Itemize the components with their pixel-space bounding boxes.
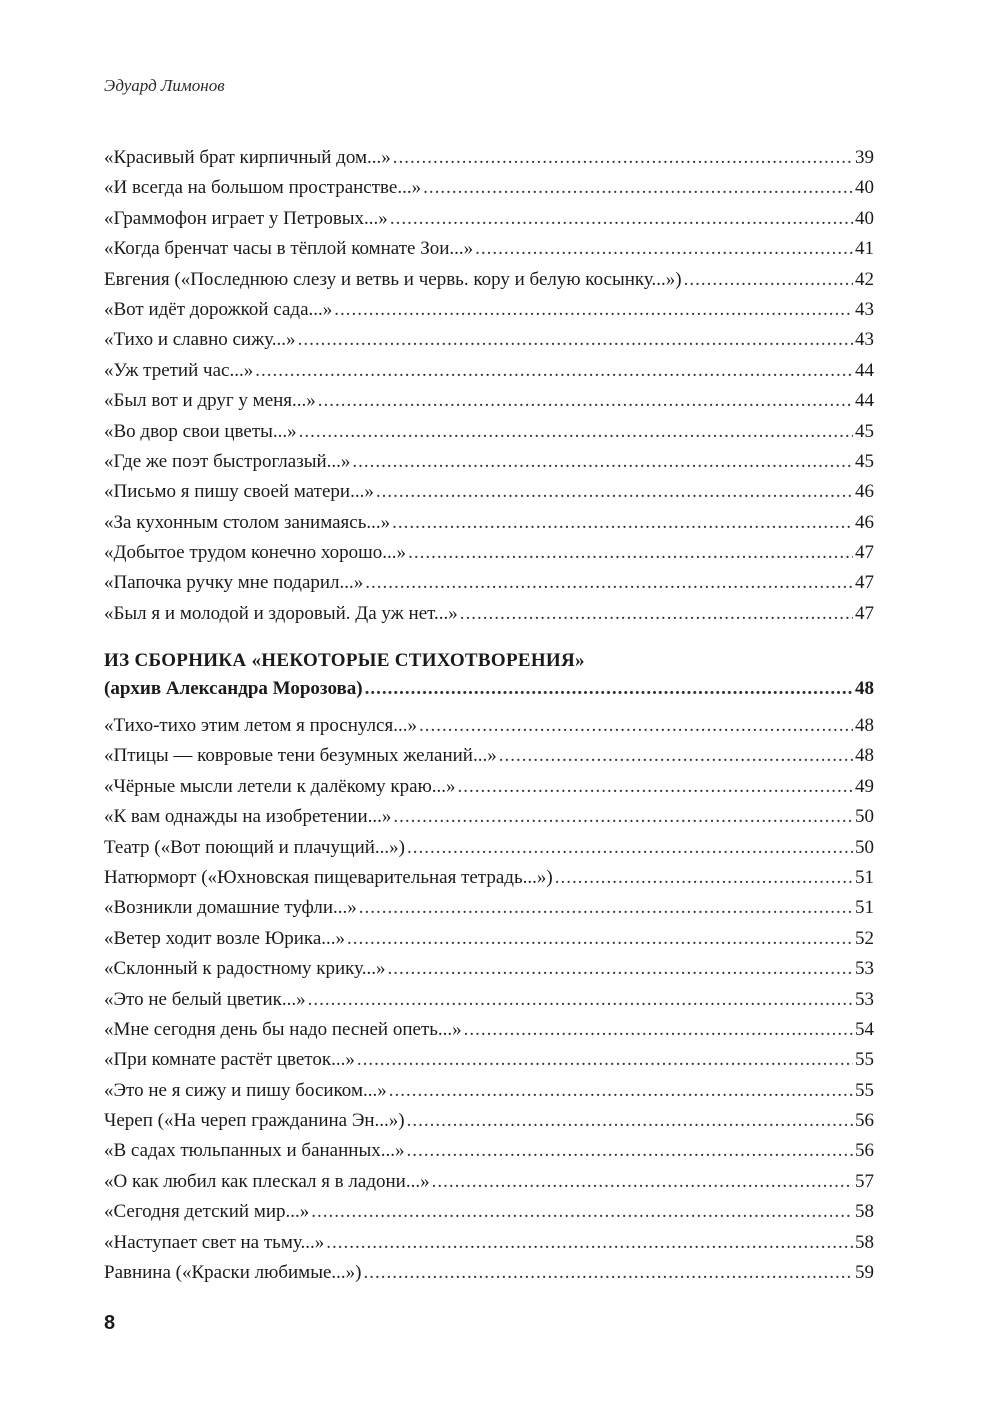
toc-entry-title: Театр («Вот поющий и плачущий...») (104, 836, 405, 858)
toc-entry-page: 47 (855, 602, 874, 624)
toc-entry-title: «О как любил как плескал я в ладони...» (104, 1170, 430, 1192)
toc-entry[interactable] (104, 1228, 874, 1258)
dot-leader (390, 204, 853, 234)
dot-leader (460, 599, 853, 629)
toc-entry-page: 46 (855, 481, 874, 503)
toc-entry[interactable] (104, 1136, 874, 1166)
dot-leader (407, 833, 853, 863)
toc-entry[interactable] (104, 802, 874, 832)
toc-entry-title: Натюрморт («Юхновская пищеварительная тетрадь...») (104, 866, 553, 888)
toc-entry-title: «Это не я сижу и пишу босиком...» (104, 1079, 387, 1101)
toc-entry[interactable] (104, 1045, 874, 1075)
section-heading-page: 48 (855, 678, 874, 699)
toc-entry[interactable] (104, 924, 874, 954)
section-heading-subtitle: (архив Александра Морозова) (104, 678, 363, 699)
toc-entry-page: 47 (855, 572, 874, 594)
toc-entry[interactable] (104, 447, 874, 477)
toc-entry-page: 46 (855, 511, 874, 533)
dot-leader (365, 675, 853, 703)
toc-entry-page: 44 (855, 359, 874, 381)
toc-entry[interactable] (104, 538, 874, 568)
dot-leader (423, 173, 853, 203)
toc-entry[interactable] (104, 356, 874, 386)
toc-entry[interactable] (104, 295, 874, 325)
dot-leader (311, 1197, 853, 1227)
toc-entry-title: «И всегда на большом пространстве...» (104, 177, 422, 199)
toc-entry-title: «За кухонным столом занимаясь...» (104, 511, 391, 533)
toc-entry-page: 45 (855, 450, 874, 472)
toc-entry-title: «Ветер ходит возле Юрика...» (104, 927, 346, 949)
dot-leader (392, 508, 853, 538)
toc-entry[interactable] (104, 568, 874, 598)
dot-leader (359, 893, 853, 923)
toc-entry[interactable] (104, 204, 874, 234)
toc-entry-title: «Вот идёт дорожкой сада...» (104, 298, 333, 320)
toc-entry[interactable] (104, 711, 874, 741)
toc-list-second (104, 711, 874, 1288)
toc-entry-title: «Наступает свет на тьму...» (104, 1231, 325, 1253)
dot-leader (393, 143, 853, 173)
toc-entry-title: «Уж третий час...» (104, 359, 254, 381)
dot-leader (464, 1015, 853, 1045)
toc-entry[interactable] (104, 893, 874, 923)
toc-entry[interactable] (104, 954, 874, 984)
dot-leader (376, 477, 853, 507)
toc-entry-page: 51 (855, 866, 874, 888)
toc-entry[interactable] (104, 143, 874, 173)
running-head-author: Эдуард Лимонов (104, 76, 225, 95)
toc-entry[interactable] (104, 741, 874, 771)
toc-entry-page: 55 (855, 1049, 874, 1071)
toc-entry[interactable] (104, 863, 874, 893)
toc-entry-title: «Чёрные мысли летели к далёкому краю...» (104, 775, 456, 797)
toc-entry[interactable] (104, 477, 874, 507)
toc-entry-title: «Мне сегодня день бы надо песней опеть...» (104, 1018, 462, 1040)
toc-list-first (104, 143, 874, 629)
toc-entry[interactable] (104, 386, 874, 416)
toc-entry-page: 48 (855, 715, 874, 736)
toc-entry[interactable] (104, 265, 874, 295)
toc-entry-title: «Граммофон играет у Петровых...» (104, 207, 388, 229)
toc-entry-page: 47 (855, 542, 874, 564)
toc-entry-page: 54 (855, 1018, 874, 1040)
dot-leader (357, 1045, 853, 1075)
toc-entry[interactable] (104, 508, 874, 538)
toc-entry[interactable] (104, 985, 874, 1015)
dot-leader (407, 1106, 853, 1136)
toc-entry-page: 43 (855, 329, 874, 351)
toc-entry-title: «Во двор свои цветы...» (104, 420, 297, 442)
toc-entry-page: 52 (855, 927, 874, 949)
dot-leader (419, 711, 853, 741)
toc-entry[interactable] (104, 599, 874, 629)
toc-entry[interactable] (104, 1015, 874, 1045)
dot-leader (408, 538, 853, 568)
toc-entry-title: Череп («На череп гражданина Эн...») (104, 1110, 405, 1132)
dot-leader (363, 1258, 853, 1288)
section-heading (104, 647, 874, 703)
toc-entry-page: 59 (855, 1262, 874, 1284)
toc-entry-title: «Тихо и славно сижу...» (104, 329, 296, 351)
dot-leader (458, 772, 853, 802)
toc-entry-page: 41 (855, 238, 874, 260)
dot-leader (499, 741, 853, 771)
toc-entry-page: 56 (855, 1140, 874, 1162)
dot-leader (387, 954, 853, 984)
dot-leader (255, 356, 853, 386)
dot-leader (334, 295, 853, 325)
toc-entry-page: 48 (855, 745, 874, 767)
dot-leader (475, 234, 853, 264)
page-number: 8 (104, 1312, 116, 1334)
dot-leader (406, 1136, 853, 1166)
toc-entry-title: «Когда бренчат часы в тёплой комнате Зои...» (104, 238, 474, 260)
toc-entry-title: Равнина («Краски любимые...») (104, 1262, 362, 1284)
toc-entry[interactable] (104, 234, 874, 264)
toc-entry[interactable] (104, 833, 874, 863)
toc-entry[interactable] (104, 772, 874, 802)
section-heading-title: ИЗ СБОРНИКА «НЕКОТОРЫЕ СТИХОТВОРЕНИЯ» (104, 650, 585, 671)
toc-entry-page: 53 (855, 988, 874, 1010)
toc-entry-title: Евгения («Последнюю слезу и ветвь и червь. кору и белую косынку...») (104, 268, 682, 290)
dot-leader (684, 265, 853, 295)
dot-leader (318, 386, 853, 416)
toc-entry-title: «Был я и молодой и здоровый. Да уж нет...» (104, 602, 458, 624)
dot-leader (352, 447, 853, 477)
toc-entry-page: 40 (855, 207, 874, 229)
dot-leader (432, 1167, 853, 1197)
toc-entry-page: 43 (855, 298, 874, 320)
toc-entry-title: «Добытое трудом конечно хорошо...» (104, 542, 407, 564)
toc-entry-page: 56 (855, 1110, 874, 1132)
toc-entry-page: 42 (855, 268, 874, 290)
toc-entry-title: «Птицы — ковровые тени безумных желаний...» (104, 745, 497, 767)
dot-leader (365, 568, 853, 598)
dot-leader (308, 985, 853, 1015)
toc-entry-page: 40 (855, 177, 874, 199)
dot-leader (389, 1076, 853, 1106)
toc-entry-title: «Был вот и друг у меня...» (104, 390, 316, 412)
toc-entry[interactable] (104, 417, 874, 447)
toc-entry[interactable] (104, 1197, 874, 1227)
toc-entry-page: 57 (855, 1170, 874, 1192)
dot-leader (393, 802, 853, 832)
toc-entry-page: 50 (855, 836, 874, 858)
toc-entry-title: «Сегодня детский мир...» (104, 1201, 310, 1223)
section-heading-entry[interactable] (104, 675, 874, 703)
toc-entry[interactable] (104, 1167, 874, 1197)
toc-entry-title: «К вам однажды на изобретении...» (104, 806, 392, 828)
toc-entry-page: 50 (855, 806, 874, 828)
toc-entry[interactable] (104, 1258, 874, 1288)
toc-entry[interactable] (104, 1106, 874, 1136)
toc-entry-page: 49 (855, 775, 874, 797)
toc-entry-title: «Письмо я пишу своей матери...» (104, 481, 374, 503)
dot-leader (326, 1228, 853, 1258)
toc-entry-page: 51 (855, 897, 874, 919)
toc-entry-title: «В садах тюльпанных и бананных...» (104, 1140, 405, 1162)
toc-entry-title: «Красивый брат кирпичный дом...» (104, 147, 391, 168)
toc-entry[interactable] (104, 173, 874, 203)
toc-entry[interactable] (104, 1076, 874, 1106)
toc-entry-title: «При комнате растёт цветок...» (104, 1049, 355, 1071)
dot-leader (298, 325, 853, 355)
toc-entry-title: «Склонный к радостному крику...» (104, 958, 386, 980)
dot-leader (347, 924, 853, 954)
toc-entry-page: 58 (855, 1201, 874, 1223)
toc-entry-page: 58 (855, 1231, 874, 1253)
toc-entry-title: «Возникли домашние туфли...» (104, 897, 357, 919)
toc-entry-title: «Тихо-тихо этим летом я проснулся...» (104, 715, 417, 736)
dot-leader (555, 863, 853, 893)
dot-leader (299, 417, 853, 447)
toc-entry-page: 45 (855, 420, 874, 442)
toc-entry-page: 39 (855, 147, 874, 168)
toc-entry-page: 53 (855, 958, 874, 980)
toc-entry-title: «Это не белый цветик...» (104, 988, 306, 1010)
toc-entry-title: «Папочка ручку мне подарил...» (104, 572, 364, 594)
toc-entry-title: «Где же поэт быстроглазый...» (104, 450, 351, 472)
toc-entry-page: 44 (855, 390, 874, 412)
toc-entry[interactable] (104, 325, 874, 355)
toc-entry-page: 55 (855, 1079, 874, 1101)
